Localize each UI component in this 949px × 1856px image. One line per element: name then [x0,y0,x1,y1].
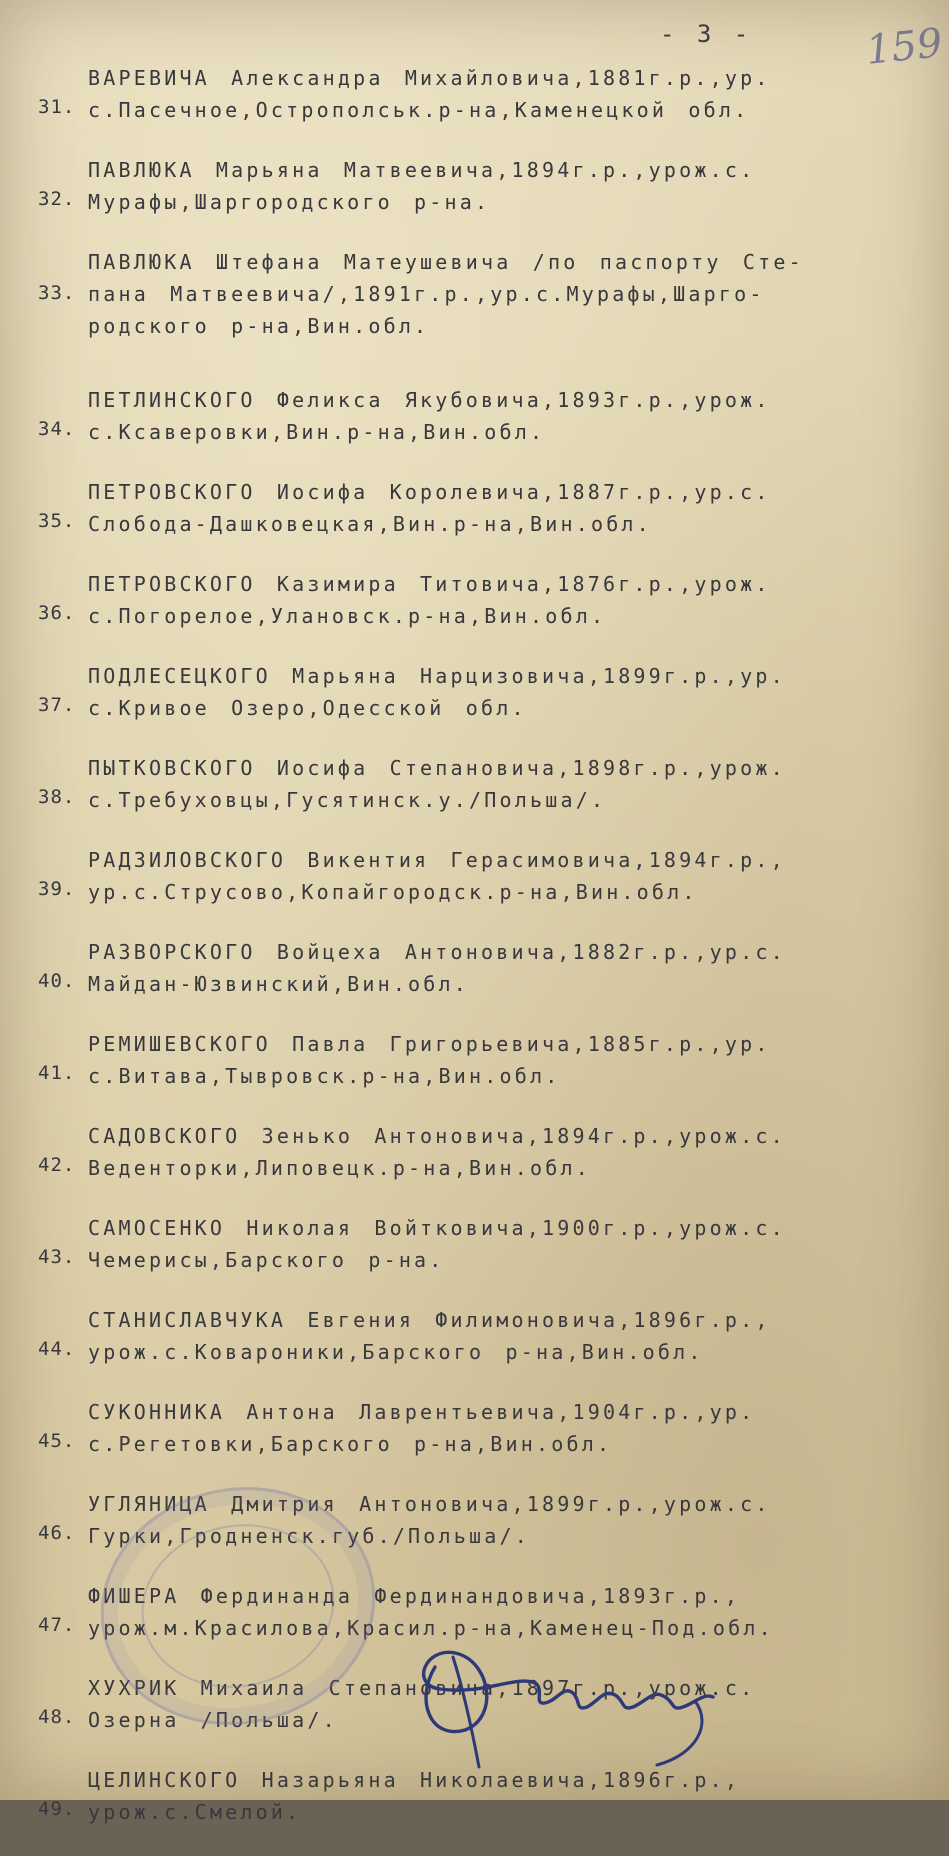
entry-text [88,568,919,660]
entry-line: ВАРЕВИЧА Александра Михайловича,1881г.р.,ур. [88,66,771,90]
entry-line: ЦЕЛИНСКОГО Назарьяна Николаевича,1896г.р., [88,1768,741,1792]
entry-line: с.Погорелое,Улановск.р-на,Вин.обл. [88,604,607,628]
entry-line: ур.с.Струсово,Копайгородск.р-на,Вин.обл. [88,880,698,904]
entry-line: урож.с.Ковароники,Барского р-на,Вин.обл. [88,1340,704,1364]
entry-line: Мурафы,Шаргородского р-на. [88,190,491,214]
list-item [38,660,919,752]
entry-number: 47. [38,1614,76,1636]
entry-line: ПЕТЛИНСКОГО Феликса Якубовича,1893г.р.,урож. [88,388,771,412]
entry-line: УГЛЯНИЦА Дмитрия Антоновича,1899г.р.,урож.с. [88,1492,771,1516]
entry-number: 34. [38,418,76,440]
entry-line: с.Ксаверовки,Вин.р-на,Вин.обл. [88,420,546,444]
entry-number: 33. [38,282,76,304]
entry-text [88,1304,919,1396]
list-item [38,476,919,568]
list-item [38,1120,919,1212]
list-item [38,844,919,936]
entry-line: САМОСЕНКО Николая Войтковича,1900г.р.,урож.с. [88,1216,786,1240]
list-item [38,1764,919,1856]
entry-line: урож.с.Смелой. [88,1800,302,1824]
page-number: - 3 - [660,20,753,48]
handwritten-signature [395,1605,755,1775]
list-item [38,568,919,660]
entry-line: ПАВЛЮКА Марьяна Матвеевича,1894г.р.,урож.с. [88,158,756,182]
entry-line: ПЕТРОВСКОГО Иосифа Королевича,1887г.р.,ур.с. [88,480,771,504]
entry-line: родского р-на,Вин.обл. [88,314,430,338]
entry-text [88,1028,919,1120]
list-item [38,1304,919,1396]
entry-line: Веденторки,Липовецк.р-на,Вин.обл. [88,1156,591,1180]
entry-line: РАДЗИЛОВСКОГО Викентия Герасимовича,1894г.р., [88,848,786,872]
entry-text [88,752,919,844]
entry-line: пана Матвеевича/,1891г.р.,ур.с.Мурафы,Шарго- [88,282,765,306]
entry-number: 40. [38,970,76,992]
archive-folio-number: 159 [863,20,945,74]
entry-text [88,936,919,1028]
entry-text [88,1212,919,1304]
entry-text [88,1764,919,1856]
entry-line: САДОВСКОГО Зенько Антоновича,1894г.р.,урож.с. [88,1124,786,1148]
entry-line: с.Регетовки,Барского р-на,Вин.обл. [88,1432,613,1456]
entry-text [88,246,919,384]
entry-number: 45. [38,1430,76,1452]
entry-number: 41. [38,1062,76,1084]
list-item [38,384,919,476]
entry-line: ПЫТКОВСКОГО Иосифа Степановича,1898г.р.,урож. [88,756,786,780]
stamp-inner-ring [126,1507,349,1706]
list-item [38,1396,919,1488]
entry-line: урож.м.Красилова,Красил.р-на,Каменец-Под.обл. [88,1616,774,1640]
entry-number: 42. [38,1154,76,1176]
list-item [38,246,919,384]
entry-text [88,154,919,246]
entry-number: 44. [38,1338,76,1360]
entry-number: 39. [38,878,76,900]
entry-line: Майдан-Юзвинский,Вин.обл. [88,972,470,996]
entry-line: СУКОННИКА Антона Лаврентьевича,1904г.р.,ур. [88,1400,756,1424]
entry-text [88,476,919,568]
list-item [38,936,919,1028]
entry-text [88,844,919,936]
entry-number: 48. [38,1706,76,1728]
list-item [38,1028,919,1120]
entry-line: РАЗВОРСКОГО Войцеха Антоновича,1882г.р.,ур.с. [88,940,786,964]
entry-number: 38. [38,786,76,808]
entry-line: с.Пасечное,Острополськ.р-на,Каменецкой обл. [88,98,750,122]
entry-line: ПЕТРОВСКОГО Казимира Титовича,1876г.р.,урож. [88,572,771,596]
list-item [38,1212,919,1304]
list-item [38,62,919,154]
entry-line: ПАВЛЮКА Штефана Матеушевича /по паспорту Сте- [88,250,804,274]
entry-text [88,1120,919,1212]
entry-number: 32. [38,188,76,210]
entry-text [88,660,919,752]
entry-line: с.Витава,Тывровск.р-на,Вин.обл. [88,1064,561,1088]
entry-text [88,384,919,476]
entry-line: Слобода-Дашковецкая,Вин.р-на,Вин.обл. [88,512,652,536]
entry-text [88,62,919,154]
entry-line: РЕМИШЕВСКОГО Павла Григорьевича,1885г.р.,ур. [88,1032,771,1056]
entry-line: ФИШЕРА Фердинанда Фердинандовича,1893г.р., [88,1584,741,1608]
entry-line: ПОДЛЕСЕЦКОГО Марьяна Нарцизовича,1899г.р.,ур. [88,664,786,688]
entry-number: 43. [38,1246,76,1268]
entry-line: СТАНИСЛАВЧУКА Евгения Филимоновича,1896г.р., [88,1308,771,1332]
entry-number: 31. [38,96,76,118]
list-item [38,154,919,246]
entry-line: с.Кривое Озеро,Одесской обл. [88,696,527,720]
entry-number: 36. [38,602,76,624]
entry-number: 35. [38,510,76,532]
entry-line: Гурки,Гродненск.губ./Польша/. [88,1524,530,1548]
list-item [38,752,919,844]
entry-number: 37. [38,694,76,716]
entry-line: с.Требуховцы,Гусятинск.у./Польша/. [88,788,607,812]
entry-line: Чемерисы,Барского р-на. [88,1248,445,1272]
entry-line: ХУХРИК Михаила Степановича,1897г.р.,урож.с. [88,1676,756,1700]
entry-number: 46. [38,1522,76,1544]
entry-text [88,1396,919,1488]
entry-line: Озерна /Польша/. [88,1708,338,1732]
entry-number: 49. [38,1798,76,1820]
